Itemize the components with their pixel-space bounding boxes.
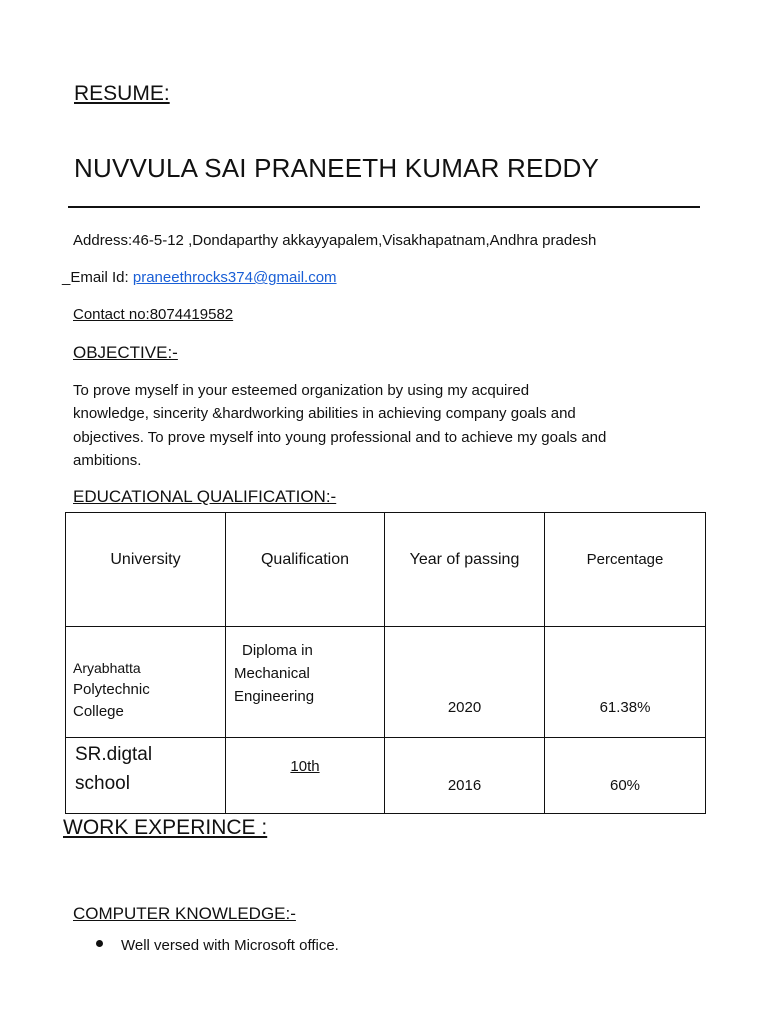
qualification-text: 10th	[290, 758, 320, 775]
candidate-name: NUVVULA SAI PRANEETH KUMAR REDDY	[74, 153, 600, 183]
header-cell	[385, 513, 545, 627]
university-line: Polytechnic	[73, 681, 150, 698]
table-cell	[226, 627, 385, 738]
education-heading: EDUCATIONAL QUALIFICATION:-	[73, 487, 337, 506]
university-line: school	[75, 773, 130, 794]
qualification-line: Engineering	[234, 688, 315, 705]
objective-heading: OBJECTIVE:-	[73, 343, 178, 362]
header-cell	[226, 513, 385, 627]
objective-line: To prove myself in your esteemed organization by using my acquired	[73, 382, 530, 399]
university-line: SR.digtal	[75, 744, 153, 765]
table-cell	[545, 738, 706, 814]
university-line: Aryabhatta	[73, 660, 141, 676]
email-link[interactable]: praneethrocks374@gmail.com	[132, 269, 337, 286]
year-value: 2020	[447, 699, 482, 716]
qualification-text	[234, 639, 314, 708]
year-value: 2016	[447, 777, 482, 794]
resume-heading: RESUME:	[74, 82, 170, 105]
header-percentage: Percentage	[586, 551, 664, 568]
qualification-line: Mechanical	[234, 665, 310, 682]
email-row	[62, 269, 337, 286]
table-cell	[385, 738, 545, 814]
university-line: College	[73, 703, 124, 720]
university-name	[75, 740, 152, 798]
university-name	[73, 657, 150, 723]
table-header-row	[66, 513, 706, 627]
header-cell	[545, 513, 706, 627]
objective-text	[73, 379, 713, 472]
email-label: _Email Id:	[62, 269, 133, 286]
header-university: University	[110, 551, 181, 568]
address-text: Address:46-5-12 ,Dondaparthy akkayyapalem,Visakhapatnam,Andhra pradesh	[73, 232, 597, 249]
percentage-value: 60%	[609, 777, 641, 794]
computer-knowledge-item: Well versed with Microsoft office.	[121, 937, 339, 954]
computer-knowledge-heading: COMPUTER KNOWLEDGE:-	[73, 904, 296, 923]
header-cell	[66, 513, 226, 627]
divider-line	[68, 206, 700, 208]
table-cell	[545, 627, 706, 738]
table-cell	[66, 627, 226, 738]
qualification-line: Diploma in	[242, 642, 313, 659]
header-year: Year of passing	[409, 551, 520, 568]
education-table	[65, 512, 705, 813]
objective-line: knowledge, sincerity &hardworking abilities in achieving company goals and	[73, 405, 576, 423]
objective-line: objectives. To prove myself into young professional and to achieve my goals and	[73, 428, 607, 446]
table-cell	[226, 738, 385, 814]
bullet-icon	[96, 940, 103, 947]
table-cell	[385, 627, 545, 738]
table-cell	[66, 738, 226, 814]
percentage-value: 61.38%	[599, 699, 651, 716]
objective-line: ambitions.	[73, 451, 142, 469]
work-experience-heading: WORK EXPERINCE :	[63, 816, 268, 839]
table-row	[66, 627, 706, 738]
header-qualification: Qualification	[260, 551, 350, 568]
contact-number: Contact no:8074419582	[73, 306, 234, 323]
table-row	[66, 738, 706, 814]
